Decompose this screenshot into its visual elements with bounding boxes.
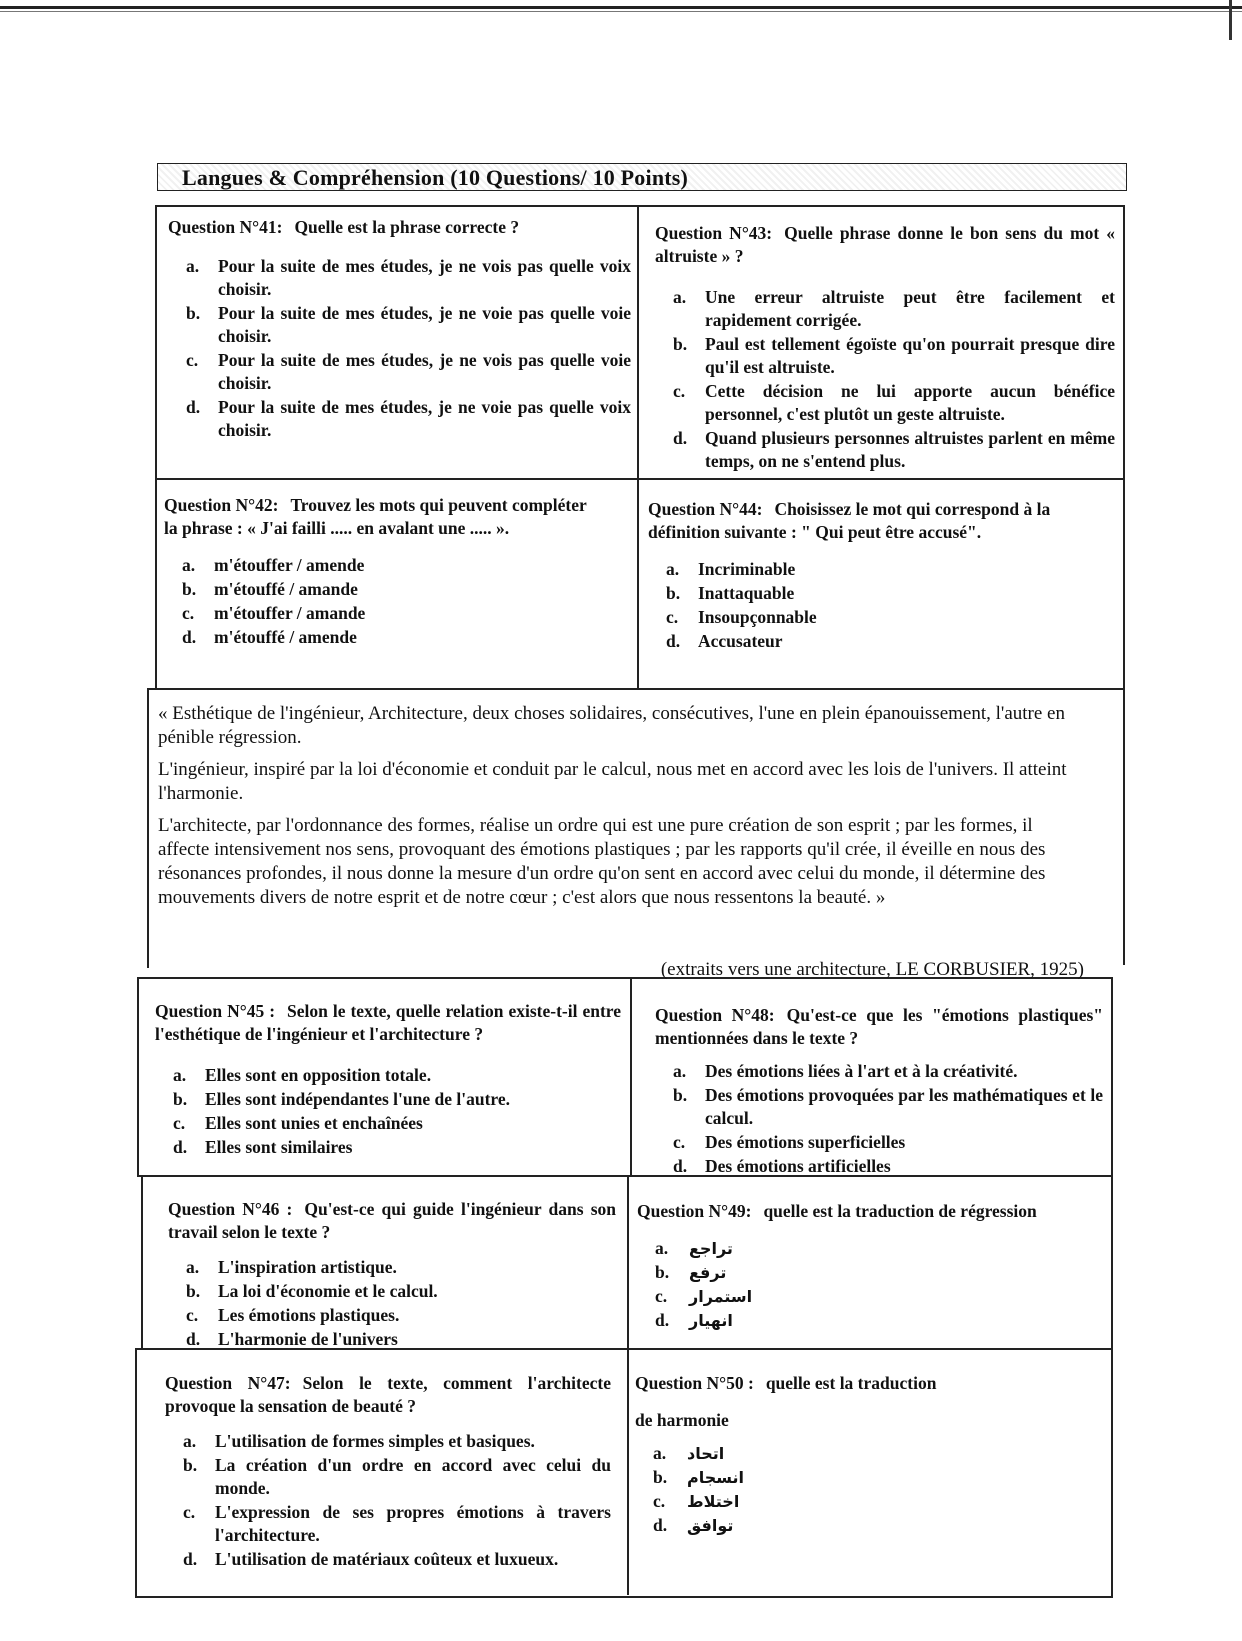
question-46	[168, 1198, 616, 1352]
option-a[interactable]: a. m'étouffer / amende	[182, 555, 365, 575]
scan-edge-line	[0, 11, 1242, 12]
section-title-bar	[157, 163, 1127, 191]
passage-paragraph: L'architecte, par l'ordonnance des formes, réalise un ordre qui est une pure création de son esprit ; par les formes, il affecte intensivement nos sens, provoquant des émotions plastiques ; par les rapports qu'il crée, il éveille en nous des résonances profondes, il nous donne la mesure d'un ordre qu'on sent en accord avec celui du monde, il détermine des mouvements divers de notre esprit et de notre cœur ; c'est alors que nous ressentons la beauté. »	[158, 815, 1046, 908]
row-divider	[147, 688, 1125, 690]
option-a[interactable]: a. Elles sont en opposition totale.	[173, 1065, 432, 1085]
question-43-title	[655, 222, 1115, 268]
section-title: Langues & Compréhension (10 Questions/ 10 Points)	[182, 165, 689, 190]
scan-edge-line	[0, 6, 1242, 9]
question-prompt: Selon le texte, quelle relation existe-t-il entre l'esthétique de l'ingénieur et l'architecture ?	[155, 1001, 621, 1044]
option-d[interactable]: d. Quand plusieurs personnes altruistes parlent en même temps, on ne s'entend plus.	[673, 428, 1115, 471]
option-c[interactable]: c. Les émotions plastiques.	[186, 1305, 400, 1325]
question-47-title	[165, 1372, 611, 1418]
option-c[interactable]: c. Des émotions superficielles	[673, 1132, 906, 1152]
question-number: Question N°49:	[637, 1201, 752, 1221]
option-a[interactable]: a. Des émotions liées à l'art et à la créativité.	[673, 1061, 1018, 1081]
question-prompt: quelle est la traduction	[765, 1373, 937, 1393]
option-d[interactable]: d. L'utilisation de matériaux coûteux et luxueux.	[183, 1549, 559, 1569]
table-border-left	[135, 1348, 137, 1598]
option-b[interactable]: b. La loi d'économie et le calcul.	[186, 1281, 438, 1301]
option-b[interactable]: b. La création d'un ordre en accord avec celui du monde.	[183, 1455, 611, 1498]
option-d[interactable]: d. L'harmonie de l'univers	[186, 1329, 398, 1349]
question-50-prompt-line2: de harmonie	[635, 1410, 729, 1430]
question-41	[168, 216, 631, 443]
option-a[interactable]: a. اتحاد	[653, 1443, 725, 1463]
question-45-title	[155, 1000, 621, 1046]
option-b[interactable]: b. Paul est tellement égoïste qu'on pourrait presque dire qu'il est altruiste.	[673, 334, 1115, 377]
question-number: Question N°45 :	[155, 1001, 276, 1021]
question-prompt: Selon le texte, comment l'architecte provoque la sensation de beauté ?	[165, 1373, 611, 1416]
question-45	[155, 1000, 621, 1160]
passage-paragraph: « Esthétique de l'ingénieur, Architecture, deux choses solidaires, consécutives, l'une en plein épanouissement, l'autre en pénible régression.	[158, 703, 1065, 748]
question-42-title	[164, 494, 594, 540]
options-list	[165, 1430, 611, 1571]
question-46-title	[168, 1198, 616, 1244]
question-42	[164, 494, 594, 650]
question-number: Question N°41:	[168, 217, 283, 237]
options-list	[168, 255, 631, 442]
question-number: Question N°44:	[648, 499, 763, 519]
question-50	[635, 1372, 1095, 1538]
question-number: Question N°50 :	[635, 1373, 754, 1393]
question-number: Question N°43:	[655, 223, 773, 243]
option-c[interactable]: c. L'expression de ses propres émotions à travers l'architecture.	[183, 1502, 611, 1545]
option-c[interactable]: c. اختلاط	[653, 1491, 740, 1511]
option-c[interactable]: c. Elles sont unies et enchaînées	[173, 1113, 423, 1133]
scan-edge-mark	[1229, 0, 1232, 40]
options-list	[635, 1442, 1095, 1537]
options-list	[648, 558, 1113, 653]
question-number: Question N°48:	[655, 1005, 775, 1025]
table-border-left	[141, 1175, 143, 1350]
question-prompt: Trouvez les mots qui peuvent compléter la phrase : « J'ai failli ..... en avalant une ..... ».	[164, 495, 587, 538]
option-a[interactable]: a. Pour la suite de mes études, je ne vois pas quelle voix choisir.	[186, 256, 631, 299]
option-d[interactable]: d. m'étouffé / amende	[182, 627, 357, 647]
options-list	[168, 1256, 616, 1351]
option-a[interactable]: a. L'inspiration artistique.	[186, 1257, 397, 1277]
option-d[interactable]: d. انهيار	[655, 1310, 733, 1330]
option-c[interactable]: c. استمرار	[655, 1286, 753, 1306]
question-47	[165, 1372, 611, 1572]
question-50-title	[635, 1372, 1095, 1395]
options-list	[637, 1237, 1097, 1332]
option-b[interactable]: b. انسجام	[653, 1467, 745, 1487]
option-c[interactable]: c. Pour la suite de mes études, je ne vois pas quelle voie choisir.	[186, 350, 631, 393]
question-prompt: Qu'est-ce qui guide l'ingénieur dans son travail selon le texte ?	[168, 1199, 616, 1242]
question-number: Question N°47:	[165, 1373, 291, 1393]
question-number: Question N°42:	[164, 495, 279, 515]
option-c[interactable]: c. m'étouffer / amande	[182, 603, 366, 623]
table-border-right	[1123, 205, 1125, 965]
row-divider	[155, 478, 1125, 480]
option-d[interactable]: d. توافق	[653, 1515, 734, 1535]
table-border-left	[137, 977, 139, 1177]
column-divider	[630, 977, 632, 1177]
options-list	[164, 554, 594, 649]
passage-paragraph: L'ingénieur, inspiré par la loi d'économie et conduit par le calcul, nous met en accord avec les lois de l'univers. Il atteint l'harmonie.	[158, 759, 1067, 804]
table-border-bottom	[135, 1596, 1113, 1598]
option-b[interactable]: b. Pour la suite de mes études, je ne voie pas quelle voie choisir.	[186, 303, 631, 346]
option-a[interactable]: a. Incriminable	[666, 559, 796, 579]
question-prompt: Choisissez le mot qui correspond à la définition suivante : " Qui peut être accusé".	[648, 499, 1051, 542]
option-b[interactable]: b. Des émotions provoquées par les mathématiques et le calcul.	[673, 1085, 1103, 1128]
column-divider	[637, 205, 639, 690]
options-list	[655, 286, 1115, 473]
question-43	[655, 222, 1115, 474]
option-c[interactable]: c. Insoupçonnable	[666, 607, 817, 627]
option-a[interactable]: a. L'utilisation de formes simples et basiques.	[183, 1431, 535, 1451]
question-48-title	[655, 1004, 1103, 1050]
option-c[interactable]: c. Cette décision ne lui apporte aucun bénéfice personnel, c'est plutôt un geste altruiste.	[673, 381, 1115, 424]
option-b[interactable]: b. ترفع	[655, 1262, 727, 1282]
option-d[interactable]: d. Accusateur	[666, 631, 783, 651]
table-border-top	[157, 205, 1125, 207]
option-a[interactable]: a. Une erreur altruiste peut être facilement et rapidement corrigée.	[673, 287, 1115, 330]
option-a[interactable]: a. تراجع	[655, 1238, 733, 1258]
option-b[interactable]: b. Elles sont indépendantes l'une de l'autre.	[173, 1089, 511, 1109]
question-number: Question N°46 :	[168, 1199, 293, 1219]
options-list	[155, 1064, 621, 1159]
options-list	[655, 1060, 1103, 1178]
option-d[interactable]: d. Pour la suite de mes études, je ne voie pas quelle voix choisir.	[186, 397, 631, 440]
option-b[interactable]: b. Inattaquable	[666, 583, 795, 603]
option-d[interactable]: d. Des émotions artificielles	[673, 1156, 891, 1176]
question-prompt: Quelle phrase donne le bon sens du mot « altruiste » ?	[655, 223, 1115, 266]
question-prompt: Quelle est la phrase correcte ?	[294, 217, 520, 237]
question-48	[655, 1004, 1103, 1179]
table-border-left	[155, 205, 157, 690]
question-44-title	[648, 498, 1113, 544]
table-border-left	[147, 688, 149, 968]
question-prompt: Qu'est-ce que les "émotions plastiques" mentionnées dans le texte ?	[655, 1005, 1103, 1048]
option-b[interactable]: b. m'étouffé / amande	[182, 579, 358, 599]
question-49	[637, 1200, 1097, 1333]
table-border-right	[1111, 977, 1113, 1597]
column-divider	[627, 1175, 629, 1595]
reading-passage	[158, 702, 1088, 918]
option-d[interactable]: d. Elles sont similaires	[173, 1137, 353, 1157]
question-prompt: quelle est la traduction de régression	[763, 1201, 1037, 1221]
question-44	[648, 498, 1113, 654]
question-49-title	[637, 1200, 1097, 1223]
passage-source: (extraits vers une architecture, LE CORBUSIER, 1925)	[660, 959, 1084, 980]
question-41-title	[168, 216, 631, 239]
